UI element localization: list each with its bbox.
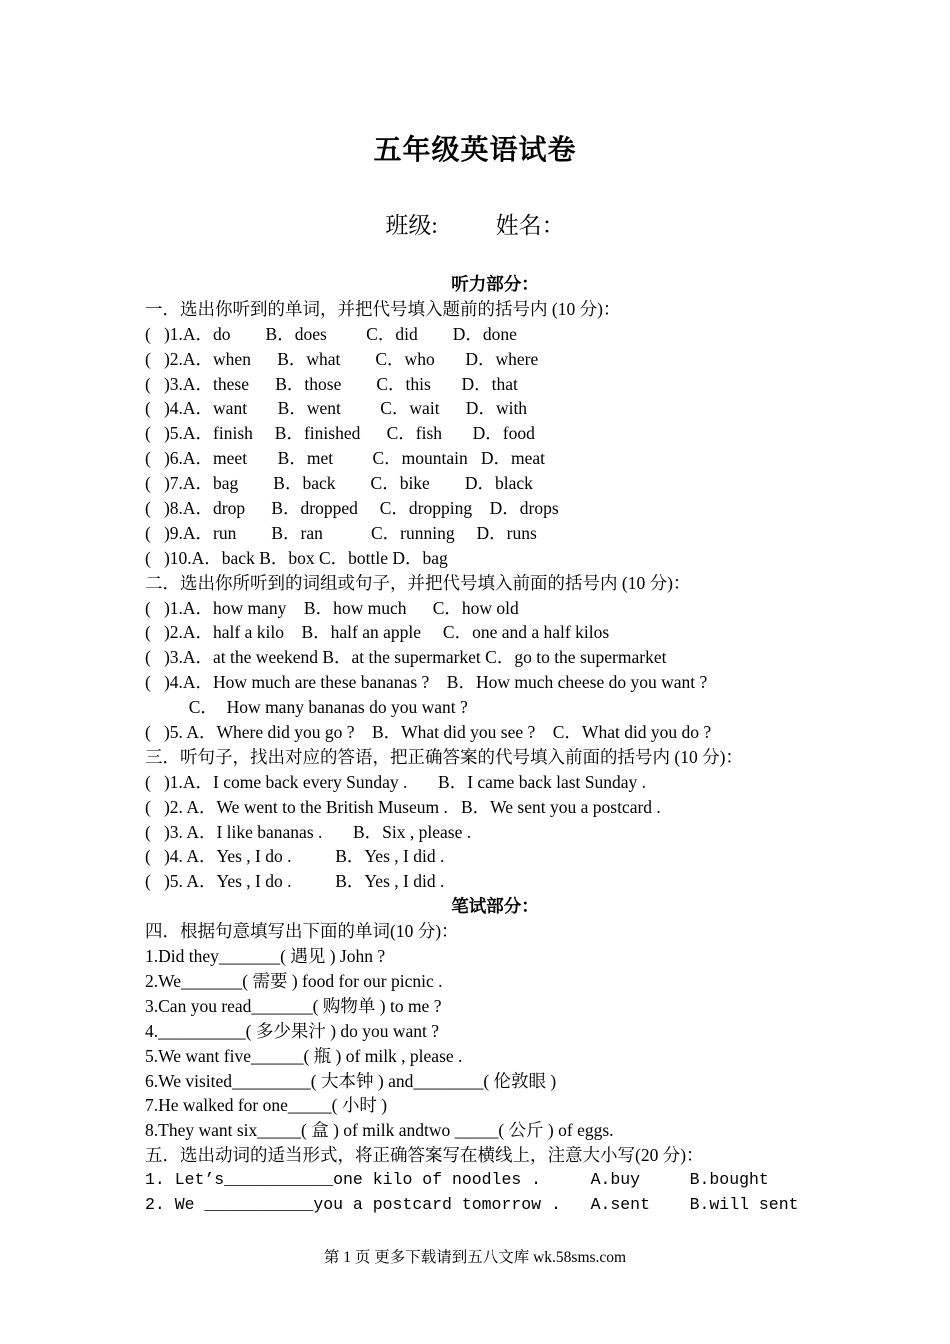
- section4-item: 2.We_______( 需要 ) food for our picnic .: [145, 970, 443, 991]
- section1-item: ( )2.A．when B．what C．who D．where: [145, 348, 539, 369]
- section4-item: 5.We want five______( 瓶 ) of milk , please .: [145, 1045, 463, 1066]
- section2-item: ( )5. A．Where did you go ? B．What did you see ? C．What did you do ?: [145, 722, 712, 743]
- class-label: 班级:: [385, 213, 438, 238]
- writing-header: 笔试部分：: [451, 896, 539, 917]
- section1-item: ( )9.A．run B．ran C．running D．runs: [145, 522, 537, 543]
- section4-item: 4.__________( 多少果汁 ) do you want ?: [145, 1020, 440, 1041]
- section4-item: 8.They want six_____( 盒 ) of milk andtwo _____( 公斤 ) of eggs.: [145, 1120, 614, 1141]
- section3-instruction: 三．听句子，找出对应的答语，把正确答案的代号填入前面的括号内 (10 分)：: [145, 746, 743, 767]
- section4-item: 7.He walked for one_____( 小时 ): [145, 1095, 388, 1116]
- section1-item: ( )4.A．want B．went C．wait D．with: [145, 398, 528, 419]
- section2-item: C． How many bananas do you want ?: [145, 697, 468, 718]
- listening-header: 听力部分：: [451, 274, 539, 294]
- page-footer: 第 1 页 更多下载请到五八文库 wk.58sms.com: [323, 1249, 627, 1266]
- section4-instruction: 四．根据句意填写出下面的单词(10 分)：: [145, 921, 459, 942]
- section3-item: ( )2. A．We went to the British Museum . B．We sent you a postcard .: [145, 796, 661, 817]
- section1-item: ( )5.A．finish B．finished C．fish D．food: [145, 423, 535, 444]
- section3-item: ( )4. A．Yes , I do . B．Yes , I did .: [145, 846, 445, 867]
- section1-item: ( )7.A．bag B．back C．bike D．black: [145, 473, 533, 494]
- section1-instruction: 一．选出你听到的单词，并把代号填入题前的括号内 (10 分)：: [145, 298, 621, 319]
- student-info-line: [0, 207, 950, 240]
- section1-item: ( )3.A．these B．those C．this D．that: [145, 373, 518, 394]
- name-label: 姓名：: [495, 213, 565, 238]
- section1-item: ( )1.A．do B．does C．did D．done: [145, 323, 517, 344]
- exam-content: [145, 272, 845, 1218]
- section4-item: 6.We visited_________( 大本钟 ) and________( 伦敦眼 ): [145, 1070, 557, 1091]
- section2-item: ( )3.A．at the weekend B．at the supermarket C．go to the supermarket: [145, 647, 667, 668]
- section1-item: ( )8.A．drop B．dropped C．dropping D．drops: [145, 498, 559, 519]
- section2-instruction: 二．选出你所听到的词组或句子，并把代号填入前面的括号内 (10 分)：: [145, 572, 691, 593]
- section2-item: ( )1.A．how many B．how much C．how old: [145, 597, 519, 618]
- page-title: 五年级英语试卷: [373, 135, 577, 166]
- section4-item: 3.Can you read_______( 购物单 ) to me ?: [145, 995, 442, 1016]
- section1-item: ( )10.A．back B．box C．bottle D．bag: [145, 547, 448, 568]
- section2-item: ( )4.A．How much are these bananas ? B．How much cheese do you want ?: [145, 672, 708, 693]
- section2-item: ( )2.A．half a kilo B．half an apple C．one and a half kilos: [145, 622, 610, 643]
- section1-item: ( )6.A．meet B．met C．mountain D．meat: [145, 448, 546, 469]
- section5-item: 2. We ___________you a postcard tomorrow . A.sent B.will sent: [145, 1194, 799, 1214]
- section3-item: ( )5. A．Yes , I do . B．Yes , I did .: [145, 871, 445, 892]
- section3-item: ( )1.A．I come back every Sunday . B．I came back last Sunday .: [145, 771, 647, 792]
- section5-instruction: 五．选出动词的适当形式，将正确答案写在横线上，注意大小写(20 分)：: [145, 1145, 704, 1166]
- section5-item: 1. Let’s___________one kilo of noodles . A.buy B.bought: [145, 1170, 769, 1190]
- section3-item: ( )3. A．I like bananas . B．Six , please .: [145, 821, 472, 842]
- section4-item: 1.Did they_______( 遇见 ) John ?: [145, 946, 386, 967]
